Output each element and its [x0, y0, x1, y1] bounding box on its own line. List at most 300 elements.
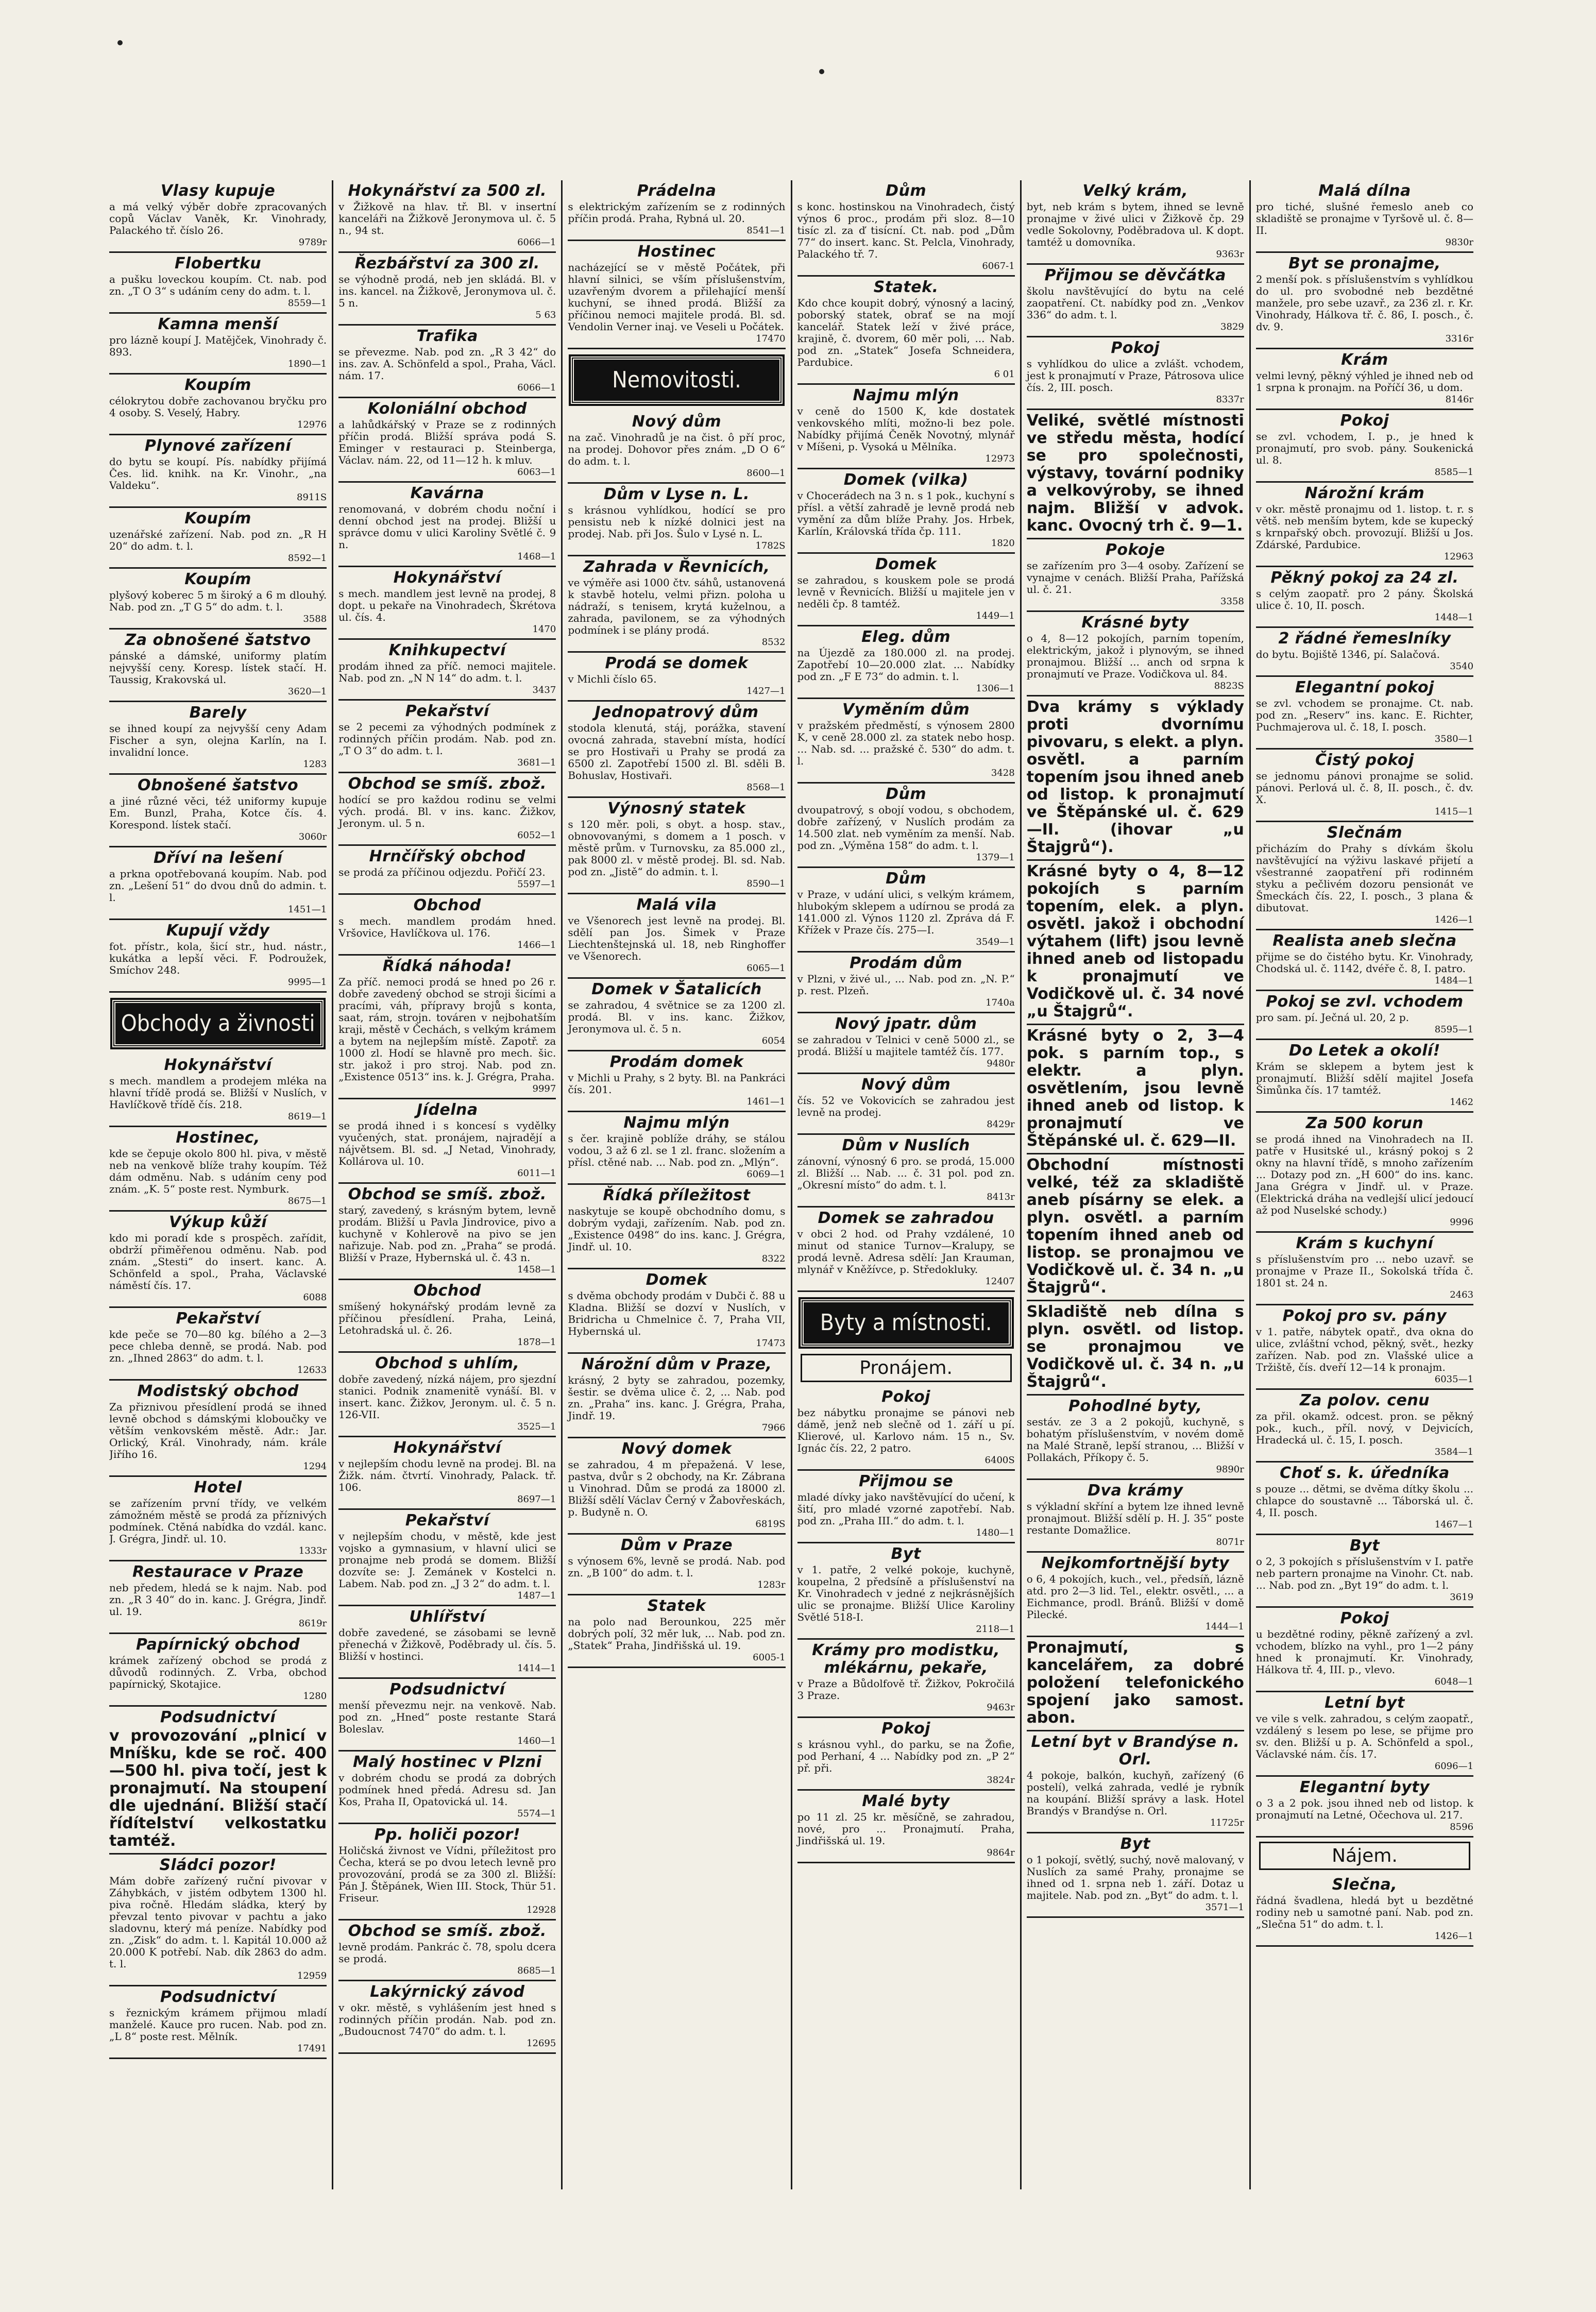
ad-bold-text: Skladiště neb dílna s plyn. osvětl. od listop. se pronajmou ve Vodičkově ul. č. 34 n. „u Štajgrů“.: [1026, 1303, 1244, 1391]
ad-title: Obchod se smíš. zbož.: [348, 775, 547, 793]
classified-ad: [568, 411, 785, 484]
ad-reference-number: 6035—1: [1434, 1374, 1474, 1385]
ad-title: Pokoje: [1105, 541, 1165, 559]
ad-title: Nový domek: [621, 1440, 732, 1458]
ad-title: Krámy pro modistku, mlékárnu, pekaře,: [812, 1641, 1000, 1677]
classified-ad: [1256, 483, 1473, 567]
ad-title: Vyměním dům: [842, 701, 970, 719]
ad-reference-number: 3540: [1450, 661, 1474, 672]
ad-text: smíšený hokynářský prodám levně za příčinou přesídlení. Praha, Leiná, Letohradská ul. č. 26.: [338, 1300, 556, 1336]
classified-ad: [1256, 677, 1473, 750]
ad-title: Podsudnictví: [160, 1708, 276, 1726]
ad-title: Sládci pozor!: [159, 1856, 277, 1874]
ad-text: 4 pokoje, balkón, kuchyň, zařízený (6 postelí), velká zahrada, vedlé je rybník na koupání. Bližší správy a lask. Hotel Brandýs v Brandýse n. Orl.: [1026, 1769, 1244, 1817]
ad-text: s dvěma obchody prodám v Dubči č. 88 u Kladna. Bližší se dozví v Nuslích, v Bridricha u Chmelnice č. 7, Praha VII, Hybernská ul.: [568, 1289, 786, 1337]
ad-title: 2 řádné řemeslníky: [1278, 630, 1451, 648]
ad-title: Barely: [189, 704, 247, 722]
ad-reference-number: 6054: [761, 1035, 786, 1046]
ad-title: Dva krámy: [1088, 1482, 1183, 1500]
ad-title: Malý hostinec v Plzni: [352, 1753, 542, 1771]
ad-text: krámek zařízený obchod se prodá z důvodů rodinných. Z. Vrba, obchod papírnický, Skotajice.: [109, 1654, 327, 1690]
ad-text: se zvl. vchodem, I. p., je hned k pronajmutí, pro svob. pány. Soukenická ul. 8.: [1255, 430, 1474, 466]
ad-reference-number: 1470: [532, 624, 556, 635]
ad-text: na polo nad Berounkou, 225 měr dobrých polí, 32 měr luk, ... Nab. pod zn. „Statek“ Praha, Jindřišská ul. 19.: [568, 1616, 786, 1652]
column-5: [1020, 180, 1249, 2189]
ad-text: naskytuje se koupě obchodního domu, s dobrým vydaji, zařízením. Nab. pod zn. „Existence 0498“ do ins. kanc. J. Grégra, Jindř. ul. 10.: [568, 1205, 786, 1253]
ad-title: Byt: [891, 1545, 921, 1563]
ad-title: Hokynářství: [393, 1439, 501, 1457]
ad-reference-number: 1460—1: [517, 1736, 556, 1746]
ad-reference-number: 5574—1: [517, 1808, 556, 1819]
ad-text: uzenářské zařízení. Nab. pod zn. „R H 20“ do adm. t. l.: [109, 528, 327, 552]
classified-ad: [1256, 410, 1473, 483]
ad-text: o 6, 4 pokojích, kuch., vel., předsíň, lázně atd. pro 2—3 lid. Tel., elektr. osvětl., ... a Eichmance, prodl. Bránů. Bližší v domě Pilecké.: [1026, 1573, 1244, 1621]
ad-text: u bezdětné rodiny, pěkně zařízený a zvl. vchodem, blízko na vyhl., pro 1—2 pány hned k pronajmutí. Kr. Vinohrady, Hálkova tř. 4, III. p., vlevo.: [1255, 1628, 1474, 1676]
ad-title: Výkup kůží: [169, 1213, 267, 1231]
ad-text: o 1 pokojí, světlý, suchý, nově malovaný, v Nuslích za samé Prahy, pronajme se ihned od 1. srpna neb 1. září. Dotaz u majitele. Nab. pod zn. „Byt“ do adm. t. l.: [1026, 1854, 1244, 1901]
ad-title: Slečna,: [1332, 1876, 1398, 1894]
ad-text: Kdo chce koupit dobrý, výnosný a laciný, poborský statek, obrať se na mojí kancelář. Statek leží v živé práce, krajině, č. dvorem, 60 měr poli, ... Nab. pod zn. „Statek“ Josefa Schneidera, Pardubice.: [797, 297, 1015, 368]
classified-ad: [1256, 1390, 1473, 1463]
ad-reference-number: 3571—1: [1205, 1902, 1244, 1913]
ad-text: starý, zavedený, s krásným bytem, levně prodám. Bližší u Pavla Jindrovice, pivo a kuchyně v Kohlerově na pivo se jen nařizuje. Nab. pod zn. „Praha“ se prodá. Bližší v Praze, Hybernská ul. č. 43 n.: [338, 1204, 556, 1264]
classified-ad: [1256, 1113, 1473, 1233]
ad-reference-number: 3428: [991, 768, 1015, 778]
ad-title: Malá vila: [636, 896, 717, 914]
ad-reference-number: 7966: [761, 1422, 786, 1433]
ad-reference-number: 12963: [1444, 551, 1474, 562]
ad-reference-number: 1426—1: [1434, 1931, 1474, 1942]
ad-text: se zahradou, 4 m přepažená. V lese, pastva, dvůr s 2 obchody, na Kr. Zábrana u Vinohrad. Dům se prodá za 18000 zl. Bližší sdělí Václav Černý v Žabovřeskách, p. Budyně n. O.: [568, 1458, 786, 1518]
ad-text: školu navštěvující do bytu na celé zaopatření. Ct. nabídky pod zn. „Venkov 336“ do adm. t. l.: [1026, 285, 1244, 321]
classified-ad: [568, 1438, 785, 1535]
ad-text: s konc. hostinskou na Vinohradech, čistý výnos 6 proc., prodám při sloz. 8—10 tisíc zl. za ď tisícní. Ct. nab. pod „Dům 77“ do insert. kanc. St. Pelcla, Vinohrady, Palackého tř. 7.: [797, 200, 1015, 260]
ad-title: Prodám domek: [609, 1053, 744, 1071]
classified-ad: [1256, 349, 1473, 410]
ad-reference-number: 9480r: [987, 1058, 1015, 1069]
classified-ad: [1256, 750, 1473, 822]
classified-ad: [338, 956, 556, 1099]
ad-reference-number: 6066—1: [517, 237, 556, 248]
ad-reference-number: 8429r: [987, 1119, 1015, 1130]
ad-title: Flobertku: [175, 254, 262, 273]
ad-reference-number: 6069—1: [746, 1169, 786, 1180]
ad-title: Koupím: [184, 376, 251, 394]
classified-ad: [1027, 337, 1244, 410]
classified-ad: [338, 1280, 556, 1353]
ad-reference-number: 12407: [985, 1276, 1015, 1287]
classified-ad: [1256, 253, 1473, 349]
ad-title: Řídká příležitost: [603, 1186, 751, 1204]
ad-title: Pp. holiči pozor!: [374, 1826, 520, 1844]
ad-text: s pouze ... dětmi, se dvěma dítky školu ... chlapce do soustavně ... Táborská ul. č. 4, II. posch.: [1255, 1483, 1474, 1519]
ad-text: Krám se sklepem a bytem jest k pronajmutí. Bližší sdělí majitel Josefa Šimůnka čís. 17 tamtéž.: [1255, 1060, 1474, 1096]
ad-text: se prodá ihned na Vinohradech na II. patře v Husitské ul., krásný pokoj s 2 okny na hlavní třídě, s mnoho zařízením ... Dotazy pod zn. „H 600“ do ins. kanc. Jana Grégra v Jindř. ul. v Praze. (Elektrická dráha na vedlejší ulicí jedoucí až pod Nuselské schody.): [1255, 1133, 1474, 1216]
ad-text: s čer. krajině poblíže dráhy, se stálou vodou, 3 až 6 zl. se 1 zl. franc. složením a přísl. ctěné nab. ... Nab. pod zn. „Mlýn“.: [568, 1132, 786, 1168]
column-4: [791, 180, 1020, 2189]
classified-ad: [338, 1606, 556, 1679]
ad-text: se zahradou, s kouskem pole se prodá levně v Řevnicích. Bližší u majitele jen v neděli čp. 8 tamtéž.: [797, 574, 1015, 610]
ad-reference-number: 2118—1: [976, 1624, 1015, 1635]
ad-text: a lahůdkářský v Praze se z rodinných příčin prodá. Bližší správa podá S. Eminger v restauraci p. Steinberga, Václav. nám. 22, od 11—12 h. k mluv.: [338, 418, 556, 466]
ad-title: Hotel: [194, 1478, 242, 1497]
ad-reference-number: 5 63: [535, 310, 556, 320]
classified-ad: [797, 1013, 1015, 1074]
classified-ad: [1027, 1637, 1244, 1731]
ad-title: Plynové zařízení: [144, 437, 292, 455]
ad-text: o 4, 8—12 pokojích, parním topením, elektrickým, jakož i plynovým, se ihned pronajmou. Bližší ... anch od srpna k pronajmutí ve Praze. Vodičkova ul. 84.: [1026, 632, 1244, 680]
classified-ad: [797, 180, 1015, 277]
ad-text: v Plzni, v živé ul., ... Nab. pod zn. „N. P.“ p. rest. Plzeň.: [797, 973, 1015, 997]
ad-reference-number: 8322: [761, 1253, 786, 1264]
ad-text: Holičská živnost ve Vídni, příležitost pro Čecha, která se po dvou letech levně pro provozování, prodá se za 300 zl. Bližší: Pán J. Štěpánek, Wien III. Stock, Thür 51. Friseur.: [338, 1844, 556, 1904]
classified-ad: [109, 1986, 327, 2059]
ad-reference-number: 8823S: [1214, 681, 1244, 691]
ad-title: Krásné byty: [1081, 614, 1190, 632]
ad-text: čís. 52 ve Vokovicích se zahradou jest levně na prodej.: [797, 1094, 1015, 1118]
ad-title: Choť s. k. úředníka: [1280, 1464, 1450, 1482]
ad-text: sestáv. ze 3 a 2 pokojů, kuchyně, s bohatým příslušenstvím, v novém domě na Malé Straně, lepší stranou, ... Bližší v Pollakách, Příkopy č. 5.: [1026, 1416, 1244, 1464]
ad-bold-text: Obchodní místnosti velké, též za skladiště aneb písárny se elek. a plyn. osvětl. a parním topením ihned aneb od listop. se pronajmou ve Vodičkově ul. č. 34 n. „u Štajgrů“.: [1026, 1156, 1244, 1297]
page-dot-mark: [117, 40, 123, 45]
ad-reference-number: 6048—1: [1434, 1676, 1474, 1687]
ad-title: Dům: [886, 870, 927, 888]
ad-title: Dům v Lyse n. L.: [603, 485, 750, 503]
ad-text: kde se čepuje okolo 800 hl. piva, v městě neb na venkově blíže trahy koupím. Též dám odměnu. Nab. s udáním ceny pod znám. „K. 5“ poste rest. Nymburk.: [109, 1147, 327, 1195]
ad-title: Řezbářství za 300 zl.: [354, 254, 540, 273]
ad-title: Hostinec: [637, 243, 716, 261]
ad-reference-number: 1451—1: [287, 904, 327, 915]
ad-reference-number: 11725r: [1210, 1817, 1244, 1828]
ad-reference-number: 6400S: [984, 1455, 1015, 1466]
classified-ad: [338, 398, 556, 483]
ad-reference-number: 1426—1: [1434, 914, 1474, 925]
ad-title: Modistský obchod: [137, 1382, 299, 1400]
classified-ad: [568, 180, 785, 241]
classified-ad: [109, 630, 327, 702]
ad-text: o 2, 3 pokojích s příslušenstvím v I. patře neb partern pronajme na Vinohr. Ct. nab. ... Nab. pod zn. „Byt 19“ do adm. t. l.: [1255, 1555, 1474, 1591]
ad-reference-number: 8146r: [1445, 394, 1474, 405]
ad-title: Prodá se domek: [605, 654, 749, 672]
column-1: [109, 180, 332, 2189]
ad-title: Domek: [646, 1271, 708, 1289]
ad-title: Výnosný statek: [607, 800, 746, 818]
ad-title: Dům v Nuslích: [842, 1136, 970, 1154]
ad-text: s 120 měr. poli, s obyt. a hosp. stav., obnovovanými, s domem a 1 posch. v městě prům. v Turnovsku, za 85.000 zl., pak 8000 zl. v městě prodej. Bl. sd. Nab. pod zn. „Jistě“ do admin. t. l.: [568, 818, 786, 878]
ad-text: velmi levný, pěkný výhled je ihned neb od 1 srpna k pronajm. na Poříčí 36, u dom.: [1255, 369, 1474, 394]
ad-text: se zařízením první třídy, ve velkém zámožném městě se prodá za příznivých podmínek. Ctěná nabídka do vzdál. kanc. J. Grégra, Jindř. ul. 10.: [109, 1497, 327, 1545]
classified-ad: [1027, 180, 1244, 265]
ad-text: se zahradou v Telnici v ceně 5000 zl., se prodá. Bližší u majitele tamtéž čís. 177.: [797, 1033, 1015, 1058]
ad-reference-number: 8568—1: [746, 782, 786, 793]
ad-title: Obchod: [413, 1282, 481, 1300]
ad-title: Domek se zahradou: [818, 1209, 994, 1227]
ad-reference-number: 8595—1: [1434, 1024, 1474, 1035]
ad-reference-number: 1466—1: [517, 940, 556, 950]
ad-reference-number: 1444—1: [1205, 1621, 1244, 1632]
ad-title: Velký krám,: [1082, 182, 1188, 200]
ad-reference-number: 8697—1: [517, 1494, 556, 1505]
classified-ad: [338, 1679, 556, 1752]
classified-ad: [338, 640, 556, 701]
ad-text: s vyhlídkou do ulice a zvlášt. vchodem, jest k pronajmutí v Praze, Pátrosova ulice čís. 2, III. posch.: [1026, 358, 1244, 394]
ad-title: Pokoj: [1340, 412, 1389, 430]
ad-title: Hokynářství za 500 zl.: [348, 182, 547, 200]
classified-ad: [1256, 991, 1473, 1040]
ad-reference-number: 8413r: [987, 1192, 1015, 1202]
ad-reference-number: 1461—1: [746, 1096, 786, 1107]
ad-reference-number: 1283: [303, 759, 327, 770]
classified-ad: [568, 1269, 785, 1354]
classified-ad: [568, 1112, 785, 1185]
classified-ad: [568, 798, 785, 894]
ad-reference-number: 3584—1: [1434, 1447, 1474, 1457]
ad-text: stodola klenutá, stáj, porážka, stavení ovocná zahrada, stavební místa, hodící se pro Hostivaři u Prahy se prodá za 6500 zl. Zapotřebí 1500 zl. Bl. sděli B. Bohuslav, Hostivaři.: [568, 722, 786, 781]
classified-ad: [1256, 1233, 1473, 1305]
ad-reference-number: 1890—1: [287, 359, 327, 369]
classified-ad: [797, 469, 1015, 554]
ad-reference-number: 3358: [1220, 596, 1244, 607]
classified-ad: [338, 1353, 556, 1437]
classified-ad: [109, 847, 327, 920]
ad-title: Byt se pronajme,: [1288, 254, 1441, 273]
ad-reference-number: 9864r: [987, 1847, 1015, 1858]
ad-title: Elegantní byty: [1299, 1778, 1430, 1796]
ad-title: Nárožní krám: [1304, 484, 1425, 502]
ad-title: Slečnám: [1327, 824, 1403, 842]
ad-title: Obchod se smíš. zbož.: [348, 1922, 547, 1940]
ad-title: Pokoj: [1340, 1609, 1389, 1627]
page-dot-mark: [819, 69, 824, 74]
ad-text: ve Všenorech jest levně na prodej. Bl. sdělí pan Jos. Šimek v Praze Liechtenštejnská ul. 18, neb Ringhoffer ve Všenorech.: [568, 914, 786, 962]
classified-ad: [338, 846, 556, 895]
ad-reference-number: 1467—1: [1434, 1519, 1474, 1530]
classified-ad: [1256, 567, 1473, 628]
ad-reference-number: 8532: [761, 637, 786, 648]
ad-text: se převezme. Nab. pod zn. „R 3 42“ do ins. zav. A. Schönfeld a spol., Praha, Václ. nám. 17.: [338, 346, 556, 382]
ad-reference-number: 9995—1: [287, 977, 327, 988]
ad-title: Přijmou se děvčátka: [1044, 266, 1226, 284]
ad-title: Uhlířství: [409, 1608, 486, 1626]
ad-reference-number: 3580—1: [1434, 734, 1474, 744]
ad-reference-number: 3829: [1220, 321, 1244, 332]
classified-ad: [568, 1595, 785, 1668]
ad-text: se 2 pecemi za výhodných podmínek z rodinných příčin prodám. Nab. pod zn. „T O 3“ do adm. t. l.: [338, 721, 556, 757]
classified-ad: [338, 180, 556, 253]
classified-ad: [797, 385, 1015, 469]
ad-title: Pokoj: [881, 1720, 931, 1738]
ad-reference-number: 12973: [985, 453, 1015, 464]
ad-reference-number: 17491: [297, 2043, 327, 2054]
ad-text: kdo mi poradí kde s prospěch. zařídit, obdrží přiměřenou odměnu. Nab. pod znám. „Stesti“ do insert. kanc. A. Schönfeld a spol., Praha, Václavské náměstí čís. 17.: [109, 1232, 327, 1291]
classified-ad: [797, 1471, 1015, 1543]
classified-ad: [109, 775, 327, 847]
classified-ad: [109, 1707, 327, 1855]
classified-ad: [1256, 1305, 1473, 1390]
ad-title: Kamna menší: [158, 315, 278, 333]
ad-reference-number: 1740a: [986, 997, 1015, 1008]
ad-reference-number: 3681—1: [517, 757, 556, 768]
ad-text: célokrytou dobře zachovanou bryčku pro 4 osoby. S. Veselý, Habry.: [109, 395, 327, 419]
ad-title: Jídelna: [416, 1101, 478, 1119]
section-banner: Byty a místnosti.: [801, 1299, 1012, 1347]
ad-title: Obnošené šatstvo: [138, 776, 299, 794]
classified-ad: [338, 1099, 556, 1184]
ad-text: v Praze, v udání ulici, s velkým krámem, hlubokým sklepem a udírnou se prodá za 141.000 zl. Výnos 1120 zl. Zpráva dá F. Křížek v Praze čís. 275—I.: [797, 888, 1015, 936]
ad-title: Prodám dům: [850, 954, 963, 972]
ad-text: zánovní, výnosný 6 pro. se prodá, 15.000 zl. Bližší ... Nab. ... č. 31 pol. pod zn. „Okresní místo“ do adm. t. l.: [797, 1155, 1015, 1191]
classified-ad: [797, 699, 1015, 784]
classified-ad: [1027, 539, 1244, 612]
ad-bold-text: Krásné byty o 4, 8—12 pokojích s parním topením, elek. a plyn. osvětl. jakož i obchodní výtahem (lift) jsou levně ihned aneb od listopadu k pronajmutí ve Vodičkově ul. č. 34 nové „u Štajgrů“.: [1026, 862, 1244, 1021]
ad-title: Domek v Šatalicích: [591, 980, 762, 998]
ad-text: dobře zavedené, se zásobami se levně přenechá v Žižkově, Poděbrady ul. čís. 5. Bližší v hostinci.: [338, 1626, 556, 1662]
ad-text: s mech. mandlem a prodejem mléka na hlavní třídě prodá se. Bližší v Nuslích, v Havlíčkově třídě čís. 218.: [109, 1075, 327, 1111]
classified-ad: [568, 484, 785, 556]
classified-ad: [1256, 1463, 1473, 1535]
ad-text: přijme se do čistého bytu. Kr. Vinohrady, Chodská ul. č. 1142, dvéře č. 8, I. patro.: [1255, 950, 1474, 975]
ad-reference-number: 1415—1: [1434, 806, 1474, 817]
classified-ad: [1256, 1692, 1473, 1777]
ad-text: s výkladní skříní a bytem lze ihned levně pronajmout. Bližší sdělí p. H. J. 35“ poste restante Domažlice.: [1026, 1500, 1244, 1536]
ad-bold-text: Dva krámy s výklady proti dvornímu pivovaru, s elekt. a plyn. osvětl. a parním topením jsou ihned aneb od listop. k pronajmutí ve Štěpánské ul. č. 629—II. (ihovar „u Štajgrů“).: [1026, 698, 1244, 856]
ad-reference-number: 5597—1: [517, 879, 556, 890]
ad-reference-number: 3437: [532, 685, 556, 695]
ad-title: Pokoj: [881, 1388, 931, 1406]
ad-text: fot. přístr., kola, šicí str., hud. nástr., kukátka a lepší věci. F. Podroužek, Smíchov 248.: [109, 940, 327, 976]
classified-ad: [568, 653, 785, 702]
ad-text: nacházející se v městě Počátek, při hlavní silnici, se vším příslušenstvím, uzavřeným dvorem a přilehající menší kuchyní, se ihned prodá. Bližší za příčinou nemoci majitele prodá. Bl. sd. Vendolin Verner inaj. ve Veseli u Počátek.: [568, 261, 786, 333]
ad-reference-number: 9830r: [1445, 237, 1474, 248]
ad-title: Nový dům: [861, 1076, 951, 1094]
classified-ad: [338, 326, 556, 398]
ad-title: Letní byt v Brandýse n. Orl.: [1031, 1733, 1240, 1769]
ad-text: ve vile s velk. zahradou, s celým zaopatř., vzdálený s lesem po lese, se přijme pro sv. den. Bližší u p. A. Schönfeld a spol., Václavské nám. čís. 17.: [1255, 1712, 1474, 1760]
ad-reference-number: 6819S: [755, 1519, 786, 1529]
ad-title: Přijmou se: [858, 1472, 954, 1490]
ad-reference-number: 1878—1: [517, 1337, 556, 1348]
ad-title: Pěkný pokoj za 24 zl.: [1270, 569, 1459, 587]
ad-text: se prodá ihned i s koncesí s vydělky vyučených, stat. pronájem, najradějí a nájvětsem. Bl. sd. „J Netad, Vinohrady, Kollárova ul. 10.: [338, 1119, 556, 1167]
ad-title: Nový dům: [632, 413, 722, 431]
classified-ad: [338, 1920, 556, 1981]
classified-ad: [338, 567, 556, 640]
classified-ad: [1027, 1480, 1244, 1553]
classified-ad: [338, 773, 556, 846]
column-6: [1249, 180, 1479, 2189]
classified-ad: [1256, 1777, 1473, 1838]
ad-text: v 1. patře, nábytek opatř., dva okna do ulice, zvláštní vchod, pěkný, svět., hezky zařízen. Nab. pod zn. Vlašské ulice a Tržiště, čís. dveří 12—14 k pronajm.: [1255, 1325, 1474, 1373]
ad-reference-number: 12976: [297, 419, 327, 430]
ad-title: Zahrada v Řevnicích,: [583, 558, 770, 576]
ad-reference-number: 1449—1: [976, 610, 1015, 621]
ad-title: Byt: [1349, 1537, 1380, 1555]
ad-reference-number: 1333r: [298, 1545, 327, 1556]
ad-title: Dům: [886, 182, 927, 200]
ad-title: Koupím: [184, 509, 251, 528]
classified-ad: [1256, 822, 1473, 930]
ad-title: Malé byty: [862, 1792, 950, 1810]
ad-text: s krásnou vyhl., do parku, se na Žofie, pod Perhaní, 4 ... Nabídky pod zn. „P 2“ př. při.: [797, 1738, 1015, 1774]
ad-reference-number: 6063—1: [517, 467, 556, 478]
classified-ad: [1256, 1608, 1473, 1692]
ad-title: Hokynářství: [164, 1056, 272, 1074]
ad-text: neb předem, hledá se k najm. Nab. pod zn. „R 3 40“ do in. kanc. J. Grégra, Jindř. ul. 19.: [109, 1582, 327, 1618]
ad-reference-number: 3316r: [1445, 333, 1474, 344]
ad-title: Trafika: [416, 327, 478, 345]
ad-title: Řídká náhoda!: [382, 957, 512, 975]
ad-title: Koupím: [184, 570, 251, 588]
ad-title: Statek.: [873, 278, 939, 296]
ad-reference-number: 3549—1: [976, 937, 1015, 947]
classified-ad: [568, 556, 785, 653]
classified-ad: [797, 554, 1015, 626]
ad-title: Čistý pokoj: [1315, 751, 1414, 769]
classified-ad: [568, 1185, 785, 1269]
ad-title: Pohodlné byty,: [1068, 1397, 1202, 1415]
ad-reference-number: 3060r: [298, 831, 327, 842]
ad-reference-number: 3525—1: [517, 1421, 556, 1432]
ad-reference-number: 3588: [303, 614, 327, 624]
classified-ad: [568, 1535, 785, 1595]
ad-text: v Chocerádech na 3 n. s 1 pok., kuchyní s přísl. a větší zahradě je levně prodá neb vymění za dům blíže Prahy. Jos. Hrbek, Karlín, Královská třída čp. 111.: [797, 489, 1015, 537]
classified-ad: [109, 1477, 327, 1561]
classified-ad: [109, 1561, 327, 1634]
ad-text: za přil. okamž. odcest. pron. se pěkný pok., kuch., příl. nový, v Dejvicích, Hradecká ul. č. 15, I. posch.: [1255, 1410, 1474, 1446]
ad-reference-number: 3620—1: [287, 686, 327, 697]
ad-text: do bytu se koupí. Pís. nabídky přijímá Čes. lid. knihk. na Kr. Vinohr., „na Valdeku“.: [109, 455, 327, 491]
ad-text: s krásnou vyhlídkou, hodící se pro pensistu neb k nízké dolnici jest na prodej. Nab. při Jos. Šulo v Lysé n. L.: [568, 504, 786, 540]
ad-title: Dříví na lešení: [153, 849, 283, 867]
ad-reference-number: 9363r: [1216, 249, 1244, 260]
classified-ad: [338, 483, 556, 567]
ad-text: se ihned koupí za nejvyšší ceny Adam Fischer a syn, olejna Karlín, na I. invalidní lonce.: [109, 722, 327, 758]
ad-reference-number: 12695: [527, 2038, 556, 2049]
classified-ad: [109, 1855, 327, 1986]
classified-ad: [338, 1981, 556, 2054]
classified-ad: [338, 1824, 556, 1920]
ad-text: s elektrickým zařízením se z rodinných příčin prodá. Praha, Rybná ul. 20.: [568, 200, 786, 225]
ad-reference-number: 1462: [1450, 1097, 1474, 1108]
ad-text: pro tiché, slušné řemeslo aneb co skladiště se pronajme v Tyršově ul. č. 8—II.: [1255, 200, 1474, 236]
ad-bold-text: Krásné byty o 2, 3—4 pok. s parním top., s elektr. a plyn. osvětlením, jsou levně ihned aneb od listop. k pronajmutí ve Štěpánské ul. č. 629—II.: [1026, 1027, 1244, 1150]
ad-reference-number: 6011—1: [517, 1168, 556, 1179]
classified-ad: [568, 1354, 785, 1438]
classified-ad: [109, 569, 327, 630]
ad-text: v nejlepším chodu, v městě, kde jest vojsko a gymnasium, v hlavní ulici se pronajme neb prodá se domem. Bližší dozvíte se: J. Zemánek v Kostelci n. Labem. Nab. pod zn. „J 3 2“ do adm. t. l.: [338, 1530, 556, 1590]
ad-title: Za polov. cenu: [1299, 1391, 1430, 1409]
ad-reference-number: 1306—1: [976, 683, 1015, 694]
ad-text: v Michli u Prahy, s 2 byty. Bl. na Pankráci čís. 201.: [568, 1072, 786, 1096]
ad-text: v Žižkově na hlav. tř. Bl. v insertní kanceláři na Žižkově Jeronymova ul. č. 5 n., 94 st.: [338, 200, 556, 236]
ad-reference-number: 1448—1: [1434, 612, 1474, 623]
ad-text: 2 menší pok. s příslušenstvím s vyhlídkou do ul. pro svobodné neb bezdětné manžele, pro sebe uzavř., za 236 zl. r. Kr. Vinohrady, Hálkova tř. č. 86, I. posch., č. dv. 9.: [1255, 273, 1474, 333]
ad-reference-number: 8541—1: [746, 225, 786, 236]
ad-text: Za příč. nemoci prodá se hned po 26 r. dobře zavedený obchod se stroji šicími a pracími, váh, přípravy brojů s konta, saat, rám, strojn. továren v nejbohatším kraji, městě v Čechách, s velkým krámem a bytem na nejlepším místě. Zapotř. za 1000 zl. Hodí se hlavně pro mech. šic. str. jakož i pro stroj. Nab. pod zn. „Existence 0513“ ins. k. J. Grégra, Praha.: [338, 976, 556, 1083]
classified-ad: [797, 1074, 1015, 1135]
ad-title: Hostinec,: [176, 1129, 260, 1147]
ad-title: Krám s kuchyní: [1296, 1234, 1434, 1252]
classified-ad: [568, 241, 785, 349]
classified-ad: [1256, 1040, 1473, 1113]
ad-title: Vlasy kupuje: [160, 182, 276, 200]
ad-title: Obchod se smíš. zbož.: [348, 1185, 547, 1203]
ad-text: přicházím do Prahy s dívkám školu navštěvující na výživu laskavé přijetí a všestranné zaopatření při rodinném styku a pečlivém dozoru pensionát ve Šmeckách čís. 22, I. posch., 3 plana & dibutovat.: [1255, 842, 1474, 914]
classified-ad: [109, 1212, 327, 1308]
classified-ad: [1256, 180, 1473, 253]
ad-reference-number: 6 01: [994, 369, 1015, 380]
ad-title: Jednopatrový dům: [595, 703, 759, 721]
